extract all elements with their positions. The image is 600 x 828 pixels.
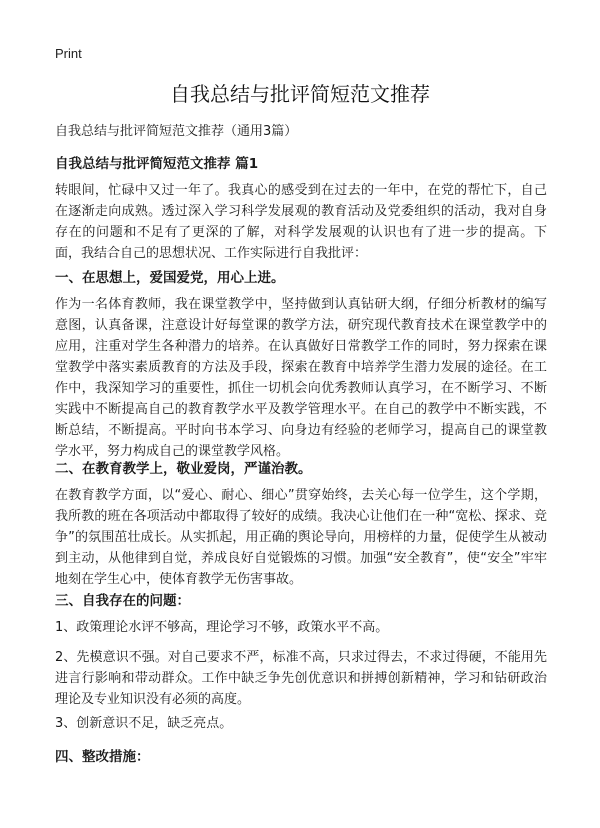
section-1-body: 作为一名体育教师，我在课堂教学中，坚持做到认真钻研大纲，仔细分析教材的编写意图，认真备课，注意设计好每堂课的教学方法，研究现代教育技术在课堂教学中的应用，注重对学生各种潜力的培养。在认真做好日常教学工作的同时，努力探索在课堂教学中落实素质教育的方法及手段，探索在教育中培养学生潜力发展的途径。在工作中，我深知学习的重要性，抓住一切机会向优秀教师认真学习，在不断学习、不断实践中不断提高自己的教育教学水平及教学管理水平。在自己的教学中不断实践，不断总结，不断提高。平时向书本学习、向身边有经验的老师学习，提高自己的课堂教学水平，努力构成自己的课堂教学风格。 — [55, 297, 547, 459]
section-4-heading: 四、整改措施： — [55, 749, 150, 765]
document-subtitle: 自我总结与批评简短范文推荐（通用3篇） — [55, 124, 298, 139]
section-2-heading: 二、在教育教学上，敬业爱岗，严谨治教。 — [55, 461, 312, 477]
section-3-heading: 三、自我存在的问题： — [55, 593, 190, 609]
document-title: 自我总结与批评简短范文推荐 — [170, 82, 430, 106]
problem-item-1: 1、政策理论水评不够高，理论学习不够，政策水平不高。 — [55, 620, 389, 635]
section-1-heading: 一、在思想上，爱国爱党，用心上进。 — [55, 270, 285, 286]
intro-paragraph: 转眼间，忙碌中又过一年了。我真心的感受到在过去的一年中，在党的帮忙下，自己在逐渐走向成熟。透过深入学习科学发展观的教育活动及党委组织的活动，我对自身存在的问题和不足有了更深的了解，对科学发展观的认识也有了进一步的提高。下面，我结合自己的思想状况、工作实际进行自我批评： — [55, 183, 547, 261]
section-2-body: 在教育教学方面，以“爱心、耐心、细心”贯穿始终，去关心每一位学生，这个学期，我所教的班在各项活动中都取得了较好的成绩。我决心让他们在一种“宽松、探求、竞争”的氛围茁壮成长。从实抓起，用正确的舆论导向，用榜样的力量，促使学生从被动到主动，从他律到自觉，养成良好自觉锻炼的习惯。加强“安全教育”，使“安全”牢牢地刻在学生心中，使体育教学无伤害事故。 — [55, 488, 547, 587]
article-heading: 自我总结与批评简短范文推荐 篇1 — [55, 156, 259, 172]
problem-item-2: 2、先模意识不强。对自己要求不严，标准不高，只求过得去，不求过得硬，不能用先进言行影响和带动群众。工作中缺乏争先创优意识和拼搏创新精神，学习和钻研政治理论及专业知识没有必须的高度。 — [55, 650, 547, 707]
print-link[interactable]: Print — [55, 46, 82, 61]
problem-item-3: 3、创新意识不足，缺乏亮点。 — [55, 716, 233, 731]
